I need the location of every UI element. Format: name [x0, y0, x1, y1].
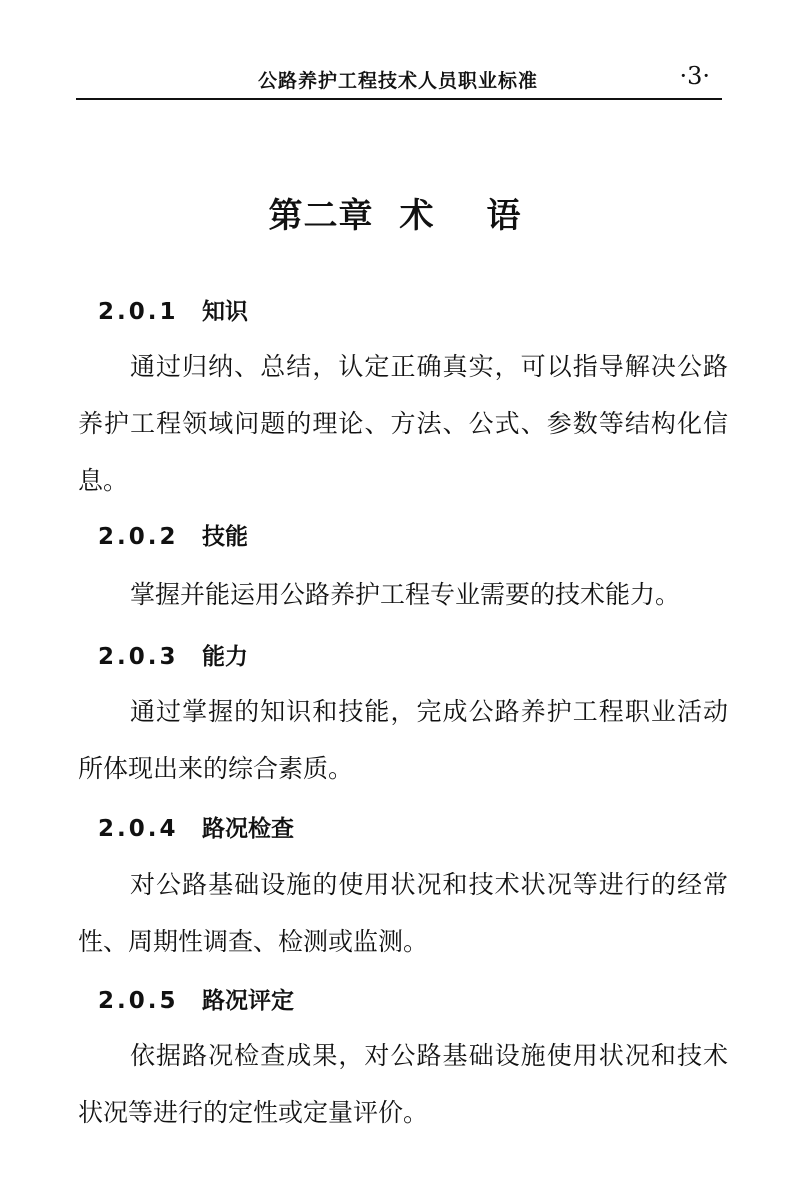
term-heading-2-0-3: [98, 638, 248, 671]
term-number: 2.0.1: [98, 299, 179, 325]
term-definition-2-0-5: 依据路况检查成果，对公路基础设施使用状况和技术状况等进行的定性或定量评价。: [78, 1041, 728, 1127]
term-heading-2-0-4: [98, 810, 294, 843]
term-number: 2.0.4: [98, 816, 179, 842]
term-number: 2.0.3: [98, 644, 179, 670]
term-number: 2.0.2: [98, 524, 179, 550]
running-title: 公路养护工程技术人员职业标准: [258, 70, 539, 92]
running-header: [76, 60, 722, 96]
chapter-title: [0, 188, 790, 237]
term-definition-2-0-2: 掌握并能运用公路养护工程专业需要的技术能力。: [130, 580, 681, 609]
chapter-label: 第二章: [268, 196, 374, 236]
term-number: 2.0.5: [98, 988, 179, 1014]
term-name: 路况检查: [202, 816, 294, 842]
term-definition-2-0-1: 通过归纳、总结，认定正确真实，可以指导解决公路养护工程领域问题的理论、方法、公式、参数等结构化信息。: [78, 352, 728, 495]
term-heading-2-0-1: [98, 293, 248, 326]
header-rule: [76, 98, 722, 100]
term-name: 技能: [202, 524, 248, 550]
term-definition-2-0-3: 通过掌握的知识和技能，完成公路养护工程职业活动所体现出来的综合素质。: [78, 697, 728, 783]
page-number: ·3·: [679, 62, 710, 90]
term-name: 知识: [202, 299, 248, 325]
chapter-title-part1: 术: [399, 196, 435, 236]
term-heading-2-0-5: [98, 982, 294, 1015]
term-name: 路况评定: [202, 988, 294, 1014]
term-name: 能力: [202, 644, 248, 670]
term-heading-2-0-2: [98, 518, 248, 551]
chapter-title-part2: 语: [486, 196, 522, 236]
term-definition-2-0-4: 对公路基础设施的使用状况和技术状况等进行的经常性、周期性调查、检测或监测。: [78, 870, 728, 956]
